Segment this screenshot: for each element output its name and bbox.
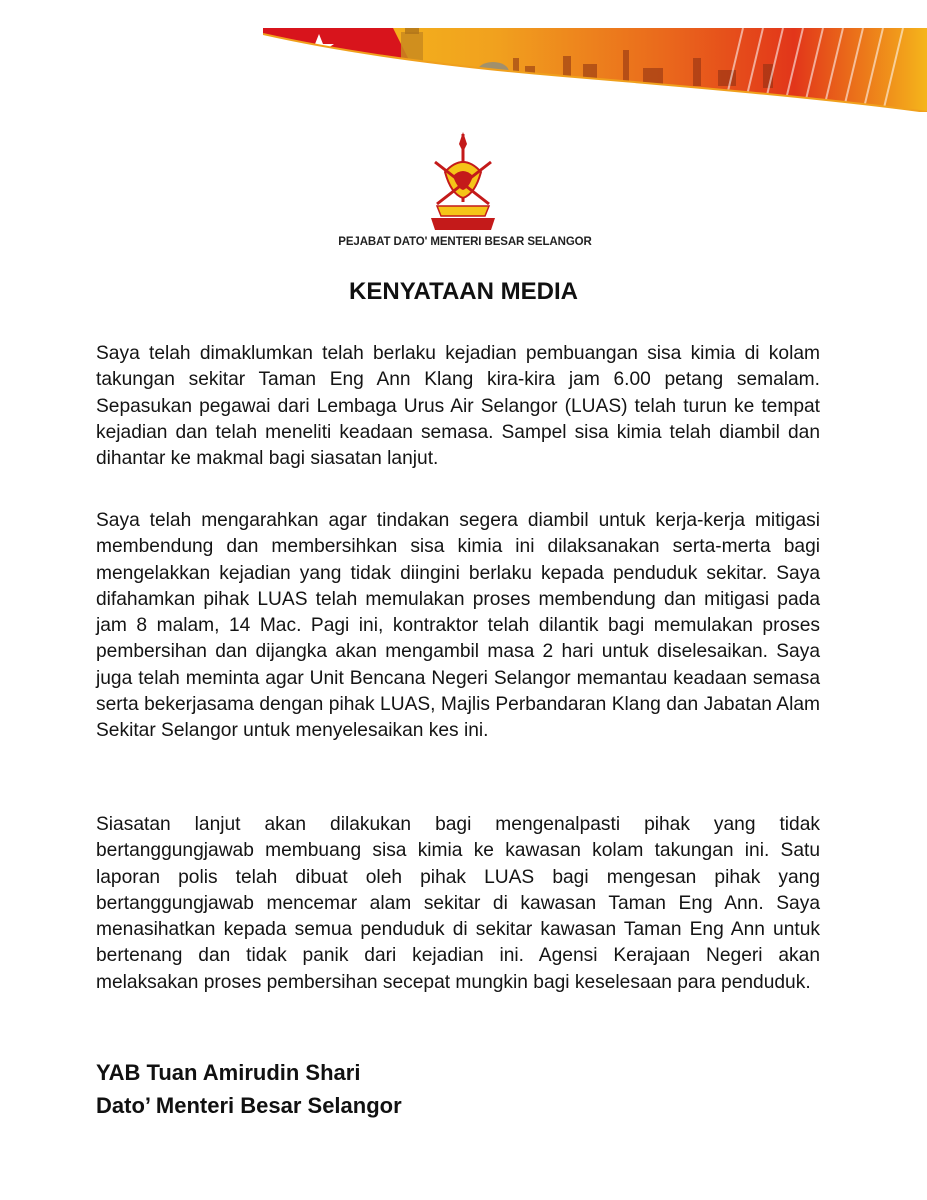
header-banner <box>263 28 927 112</box>
office-name: PEJABAT DATO' MENTERI BESAR SELANGOR <box>338 236 592 248</box>
paragraph-1: Saya telah dimaklumkan telah berlaku kejadian pembuangan sisa kimia di kolam takungan sekitar Taman Eng Ann Klang kira-kira jam 6.00 petang semalam. Sepasukan pegawai dari Lembaga Urus Air Selangor (LUAS) telah turun ke tempat kejadian dan telah meneliti keadaan semasa. Sampel sisa kimia telah diambil dan dihantar ke makmal bagi siasatan lanjut. <box>96 343 820 470</box>
signature-block <box>96 1056 402 1122</box>
skyline-banner-image <box>263 28 927 112</box>
signatory-position: Dato’ Menteri Besar Selangor <box>96 1093 402 1118</box>
paragraph-3: Siasatan lanjut akan dilakukan bagi mengenalpasti pihak yang tidak bertanggungjawab membuang sisa kimia ke kawasan kolam takungan ini. Satu laporan polis telah dibuat oleh pihak LUAS bagi mengesan pihak yang bertanggungjawab mencemar alam sekitar di kawasan Taman Eng Ann. Saya menasihatkan kepada semua penduduk di sekitar kawasan Taman Eng Ann untuk bertenang dan tidak panik dari kejadian ini. Agensi Kerajaan Negeri akan melaksakan proses pembersihan secepat mungkin bagi keselesaan para penduduk. <box>96 814 820 993</box>
paragraph-2: Saya telah mengarahkan agar tindakan segera diambil untuk kerja-kerja mitigasi membendung dan membersihkan sisa kimia ini dilaksanakan serta-merta bagi mengelakkan kejadian yang tidak diingini berlaku kepada penduduk sekitar. Saya difahamkan pihak LUAS telah memulakan proses membendung dan mitigasi pada jam 8 malam, 14 Mac. Pagi ini, kontraktor telah dilantik bagi memulakan proses pembersihan dan dijangka akan mengambil masa 2 hari untuk diselesaikan. Saya juga telah meminta agar Unit Bencana Negeri Selangor memantau keadaan semasa serta bekerjasama dengan pihak LUAS, Majlis Perbandaran Klang dan Jabatan Alam Sekitar Selangor untuk menyelesaikan kes ini. <box>96 510 820 742</box>
selangor-crest-logo <box>423 132 503 232</box>
signatory-name: YAB Tuan Amirudin Shari <box>96 1060 361 1085</box>
document-title: KENYATAAN MEDIA <box>349 278 578 305</box>
